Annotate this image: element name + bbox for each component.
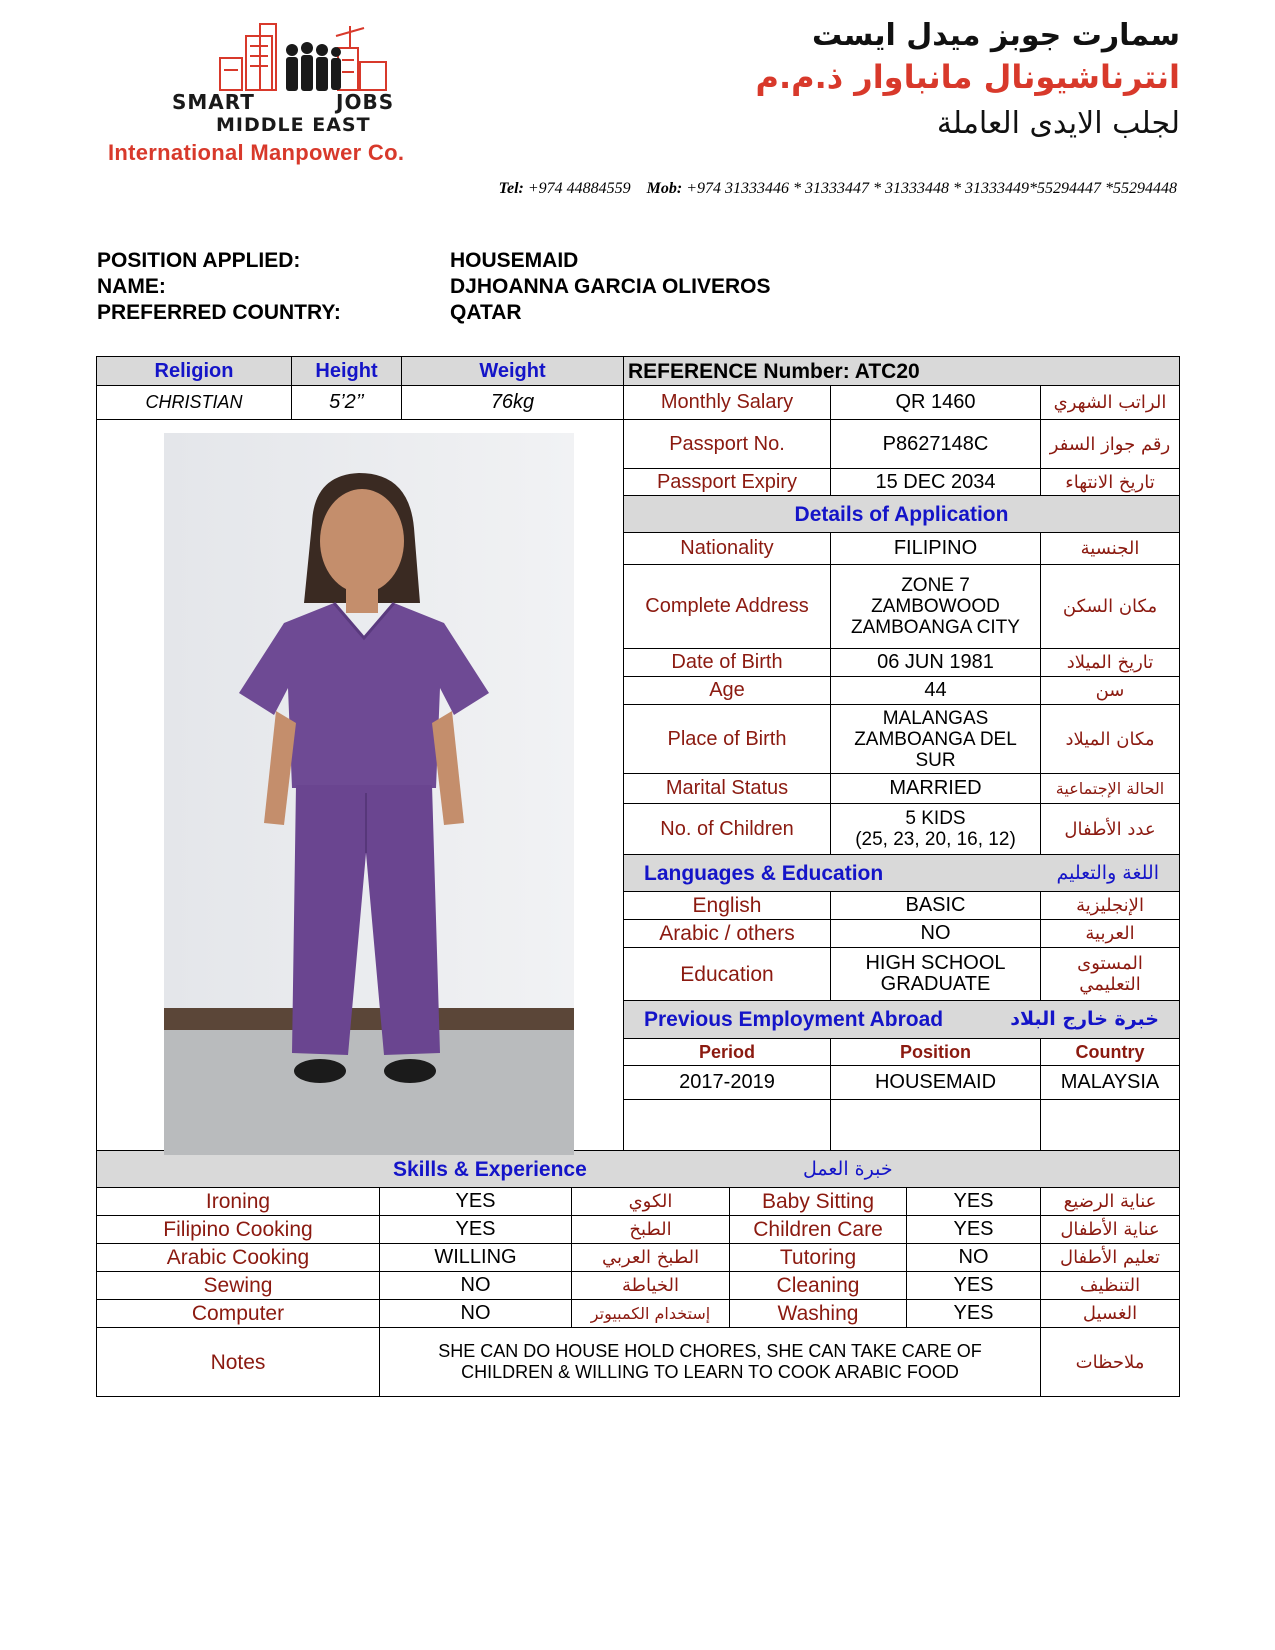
arabic-company-subtitle: انترناشيونال مانباوار ذ.م.م	[755, 58, 1180, 96]
skill-cleaning: Cleaning	[729, 1271, 907, 1300]
skill-sewing: Sewing	[96, 1271, 380, 1300]
arabic-company-name: سمارت جوبز ميدل ايست	[812, 18, 1180, 53]
skill-children-care-value: YES	[906, 1215, 1041, 1244]
notes-text	[379, 1327, 1041, 1397]
notes-line-2: CHILDREN & WILLING TO LEARN TO COOK ARABIC FOOD	[461, 1362, 959, 1382]
logo-text-jobs: JOBS	[336, 90, 395, 114]
skill-computer-value: NO	[379, 1299, 572, 1328]
education-value	[830, 947, 1041, 1001]
details-section-title: Details of Application	[623, 495, 1180, 533]
dob-label: Date of Birth	[623, 648, 831, 677]
skill-baby-sitting: Baby Sitting	[729, 1187, 907, 1216]
pob-label: Place of Birth	[623, 704, 831, 774]
children-label-ar: عدد الأطفال	[1040, 803, 1180, 855]
skill-baby-sitting-value: YES	[906, 1187, 1041, 1216]
salary-label-ar: الراتب الشهري	[1040, 385, 1180, 420]
skill-arabic-cooking-value: WILLING	[379, 1243, 572, 1272]
pob-value	[830, 704, 1041, 774]
english-label-ar: الإنجليزية	[1040, 891, 1180, 920]
employment-row-position: HOUSEMAID	[830, 1065, 1041, 1100]
english-label: English	[623, 891, 831, 920]
arabic-label: Arabic / others	[623, 919, 831, 948]
skill-filipino-cooking-ar: الطبخ	[571, 1215, 730, 1244]
skill-sewing-value: NO	[379, 1271, 572, 1300]
employment-row-period: 2017-2019	[623, 1065, 831, 1100]
logo-text-middle-east: MIDDLE EAST	[216, 114, 371, 136]
skill-washing-ar: الغسيل	[1040, 1299, 1180, 1328]
skill-computer: Computer	[96, 1299, 380, 1328]
skill-sewing-ar: الخياطة	[571, 1271, 730, 1300]
notes-line-1: SHE CAN DO HOUSE HOLD CHORES, SHE CAN TAKE CARE OF	[438, 1341, 982, 1361]
nationality-label: Nationality	[623, 532, 831, 565]
contact-line	[499, 180, 1177, 198]
age-value: 44	[830, 676, 1041, 705]
notes-label: Notes	[96, 1327, 380, 1397]
education-ar-line-1: المستوى	[1077, 953, 1143, 974]
children-value	[830, 803, 1041, 855]
skill-tutoring: Tutoring	[729, 1243, 907, 1272]
education-line-2: GRADUATE	[880, 973, 991, 995]
country-label: PREFERRED COUNTRY:	[97, 301, 341, 324]
position-value: HOUSEMAID	[450, 249, 579, 272]
address-line-2: ZAMBOWOOD	[871, 596, 1000, 617]
languages-section-title	[623, 854, 1180, 892]
education-label: Education	[623, 947, 831, 1001]
logo-text-smart: SMART	[172, 90, 255, 114]
salary-value: QR 1460	[830, 385, 1041, 420]
expiry-label: Passport Expiry	[623, 468, 831, 496]
marital-value: MARRIED	[830, 773, 1041, 804]
col-country: Country	[1040, 1038, 1180, 1066]
passport-value: P8627148C	[830, 419, 1041, 469]
expiry-value: 15 DEC 2034	[830, 468, 1041, 496]
languages-title-ar: اللغة والتعليم	[1056, 861, 1159, 884]
skill-arabic-cooking-ar: الطبخ العربي	[571, 1243, 730, 1272]
applicant-photo	[164, 433, 574, 1155]
dob-value: 06 JUN 1981	[830, 648, 1041, 677]
skill-ironing-value: YES	[379, 1187, 572, 1216]
employment-title-ar: خبرة خارج البلاد	[1010, 1008, 1159, 1030]
skill-filipino-cooking: Filipino Cooking	[96, 1215, 380, 1244]
children-label: No. of Children	[623, 803, 831, 855]
education-line-1: HIGH SCHOOL	[865, 952, 1006, 974]
education-ar-line-2: التعليمي	[1079, 974, 1141, 995]
tel-value: +974 44884559	[527, 180, 631, 197]
employment-empty-period	[623, 1099, 831, 1151]
languages-title: Languages & Education	[644, 861, 884, 885]
skill-tutoring-ar: تعليم الأطفال	[1040, 1243, 1180, 1272]
pob-line-1: MALANGAS	[882, 707, 989, 729]
skill-cleaning-value: YES	[906, 1271, 1041, 1300]
position-label: POSITION APPLIED:	[97, 249, 301, 272]
religion-value: CHRISTIAN	[96, 385, 292, 420]
name-value: DJHOANNA GARCIA OLIVEROS	[450, 275, 771, 298]
employment-section-title	[623, 1000, 1180, 1039]
company-logo	[108, 18, 488, 168]
address-value	[830, 564, 1041, 649]
address-line-1: ZONE 7	[901, 575, 970, 596]
skills-section-title	[96, 1150, 1180, 1188]
name-label: NAME:	[97, 275, 166, 298]
mob-label: Mob:	[646, 180, 683, 197]
salary-label: Monthly Salary	[623, 385, 831, 420]
skill-computer-ar: إستخدام الكمبيوتر	[571, 1299, 730, 1328]
height-header: Height	[291, 356, 402, 386]
arabic-label-ar: العربية	[1040, 919, 1180, 948]
pob-line-3: SUR	[915, 749, 956, 771]
weight-header: Weight	[401, 356, 624, 386]
mob-value: +974 31333446 * 31333447 * 31333448 * 31333449*55294447 *55294448	[686, 180, 1177, 197]
employment-empty-position	[830, 1099, 1041, 1151]
nationality-label-ar: الجنسية	[1040, 532, 1180, 565]
age-label-ar: سن	[1040, 676, 1180, 705]
skill-ironing: Ironing	[96, 1187, 380, 1216]
employment-title: Previous Employment Abroad	[644, 1008, 944, 1031]
applicant-photo-illustration	[164, 433, 574, 1155]
country-value: QATAR	[450, 301, 522, 324]
employment-row-country: MALAYSIA	[1040, 1065, 1180, 1100]
english-value: BASIC	[830, 891, 1041, 920]
notes-label-ar: ملاحظات	[1040, 1327, 1180, 1397]
skill-tutoring-value: NO	[906, 1243, 1041, 1272]
pob-label-ar: مكان الميلاد	[1040, 704, 1180, 774]
logo-text-company: International Manpower Co.	[108, 140, 405, 165]
skill-washing: Washing	[729, 1299, 907, 1328]
skill-children-care: Children Care	[729, 1215, 907, 1244]
age-label: Age	[623, 676, 831, 705]
skill-washing-value: YES	[906, 1299, 1041, 1328]
height-value: 5’2’’	[291, 385, 402, 420]
col-period: Period	[623, 1038, 831, 1066]
nationality-value: FILIPINO	[830, 532, 1041, 565]
arabic-company-tagline: لجلب الايدى العاملة	[936, 106, 1180, 141]
weight-value: 76kg	[401, 385, 624, 420]
address-label-ar: مكان السكن	[1040, 564, 1180, 649]
marital-label: Marital Status	[623, 773, 831, 804]
children-ages: (25, 23, 20, 16, 12)	[855, 829, 1016, 850]
skills-title: Skills & Experience	[393, 1157, 587, 1181]
employment-empty-country	[1040, 1099, 1180, 1151]
applicant-info	[97, 248, 770, 326]
address-line-3: ZAMBOANGA CITY	[851, 617, 1020, 638]
religion-header: Religion	[96, 356, 292, 386]
children-count: 5 KIDS	[905, 808, 966, 829]
education-label-ar	[1040, 947, 1180, 1001]
skill-filipino-cooking-value: YES	[379, 1215, 572, 1244]
col-position: Position	[830, 1038, 1041, 1066]
dob-label-ar: تاريخ الميلاد	[1040, 648, 1180, 677]
passport-label-ar: رقم جواز السفر	[1040, 419, 1180, 469]
address-label: Complete Address	[623, 564, 831, 649]
skill-baby-sitting-ar: عناية الرضيع	[1040, 1187, 1180, 1216]
expiry-label-ar: تاريخ الانتهاء	[1040, 468, 1180, 496]
skill-arabic-cooking: Arabic Cooking	[96, 1243, 380, 1272]
skill-children-care-ar: عناية الأطفال	[1040, 1215, 1180, 1244]
arabic-value: NO	[830, 919, 1041, 948]
marital-label-ar: الحالة الإجتماعية	[1040, 773, 1180, 804]
passport-label: Passport No.	[623, 419, 831, 469]
tel-label: Tel:	[498, 180, 524, 197]
skills-title-ar: خبرة العمل	[803, 1157, 893, 1180]
reference-number: REFERENCE Number: ATC20	[623, 356, 1180, 386]
pob-line-2: ZAMBOANGA DEL	[854, 728, 1017, 750]
skyline-people-icon	[200, 18, 400, 98]
skill-cleaning-ar: التنظيف	[1040, 1271, 1180, 1300]
skill-ironing-ar: الكوي	[571, 1187, 730, 1216]
